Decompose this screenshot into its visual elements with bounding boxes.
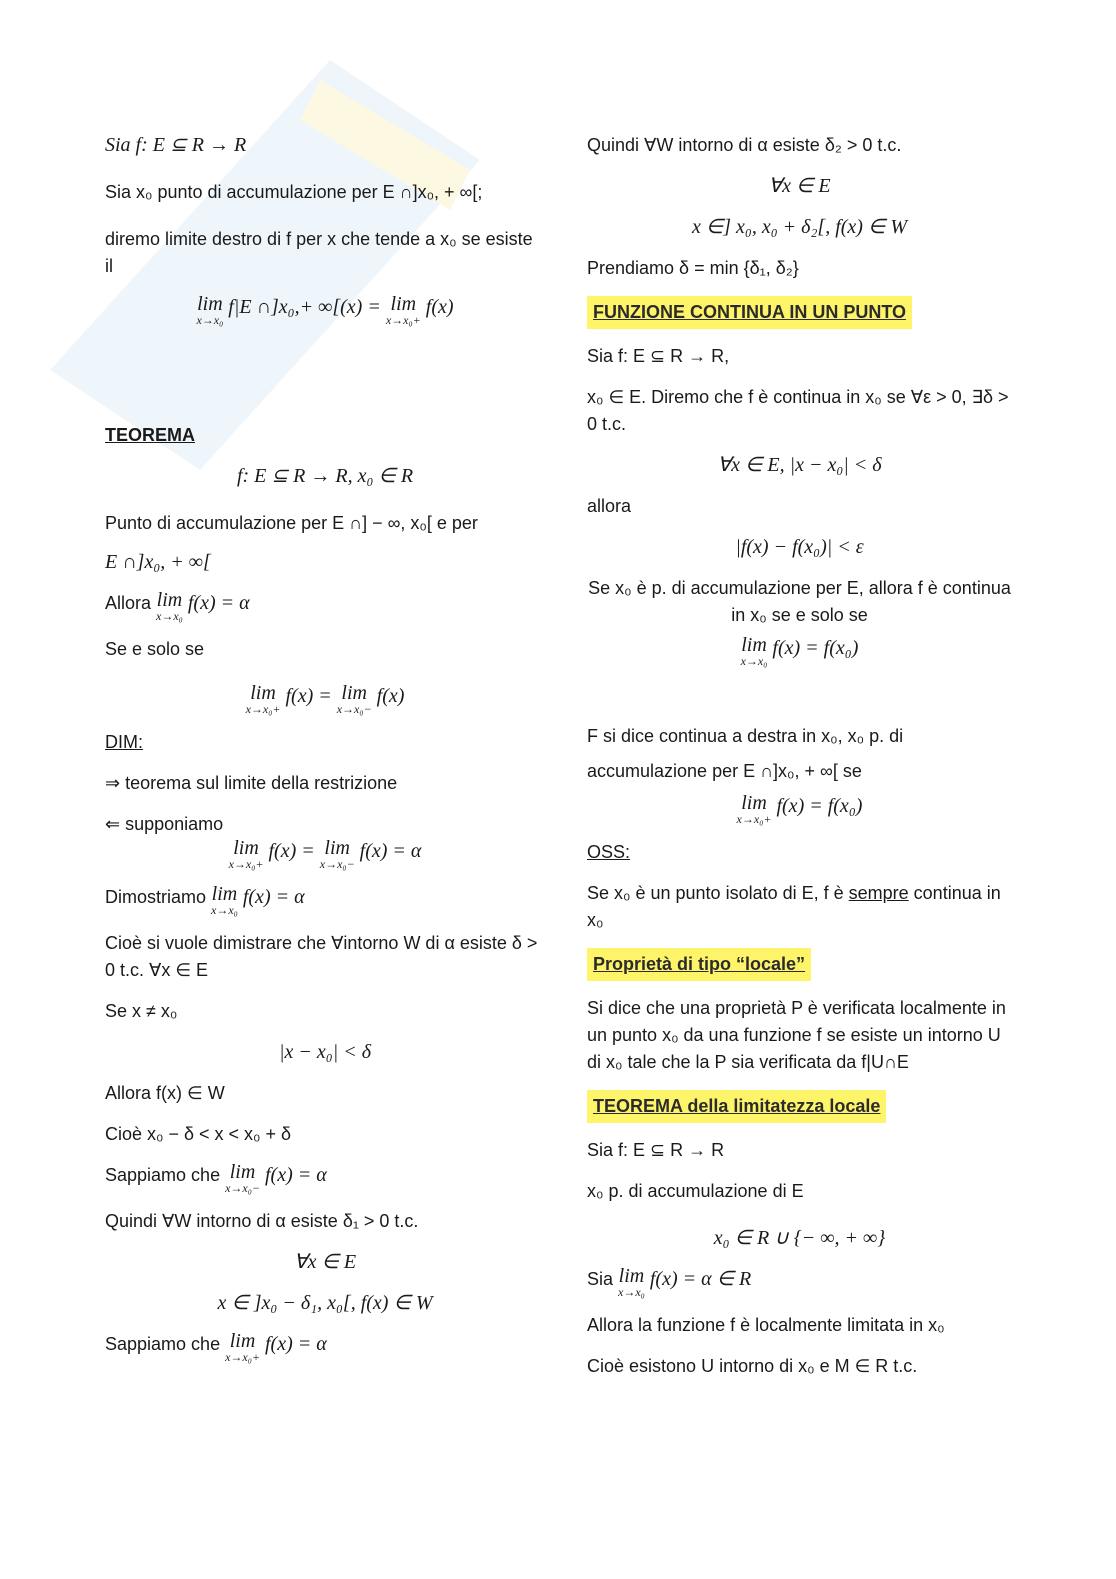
formula: lim x→x₀+ f(x) = lim x→x₀− f(x) = α [228, 837, 422, 871]
text-line: Sia f: E ⊆ R → R, [587, 346, 730, 366]
formula: lim x→x₀+ f(x) = f(x₀) [736, 792, 863, 826]
formula: |x − x₀| < δ [279, 1041, 371, 1063]
text-line: Cioè si vuole dimistrare che ∀intorno W di α esiste δ > 0 t.c. ∀x ∈ E [105, 933, 538, 980]
highlighted-heading: FUNZIONE CONTINUA IN UN PUNTO [587, 296, 1012, 329]
text-line: Se x₀ è p. di accumulazione per E, allora f è continua in x₀ se e solo se [588, 578, 1011, 625]
section-heading: TEOREMA [105, 425, 195, 445]
text-line: allora [587, 496, 632, 516]
formula: lim x→x₀ f(x) = f(x₀) [740, 634, 859, 668]
formula: x ∈ ]x₀ − δ₁, x₀[, f(x) ∈ W [217, 1292, 433, 1314]
formula: Sappiamo che lim x→x₀− f(x) = α [105, 1161, 327, 1195]
text-line: Sia f: E ⊆ R → R [587, 1140, 725, 1160]
formula: Dimostriamo lim x→x₀ f(x) = α [105, 883, 305, 917]
text-line: ⇒ teorema sul limite della restrizione [105, 773, 398, 793]
formula: lim x→x₀ f|E ∩]x₀,+ ∞[(x) = lim x→x₀+ f(x) [196, 293, 454, 327]
formula: ∀x ∈ E, |x − x₀| < δ [717, 454, 882, 476]
text-line: Se e solo se [105, 639, 205, 659]
text-line: Cioè x₀ − δ < x < x₀ + δ [105, 1124, 292, 1144]
highlighted-heading: TEOREMA della limitatezza locale [587, 1090, 1012, 1123]
section-heading: OSS: [587, 842, 631, 862]
text-line: x₀ ∈ E. Diremo che f è continua in x₀ se ∀ε > 0, ∃δ > 0 t.c. [587, 387, 1009, 434]
text-line: Quindi ∀W intorno di α esiste δ₂ > 0 t.c. [587, 135, 902, 155]
formula: Sappiamo che lim x→x₀+ f(x) = α [105, 1330, 327, 1364]
text-line: ⇐ supponiamo [105, 814, 224, 834]
text-line: diremo limite destro di f per x che tende a x₀ se esiste il [105, 229, 533, 276]
text-line: Prendiamo δ = min {δ₁, δ₂} [587, 258, 799, 278]
text-line: Allora la funzione f è localmente limitata in x₀ [587, 1315, 945, 1335]
right-column [587, 128, 1012, 1380]
text-line: Si dice che una proprietà P è verificata localmente in un punto x₀ da una funzione f se esiste un intorno U di x₀ tale che la P sia verificata da f|U∩E [587, 998, 1006, 1072]
text-line: accumulazione per E ∩]x₀, + ∞[ se [587, 761, 862, 781]
text-line: F si dice continua a destra in x₀, x₀ p. di [587, 726, 904, 746]
text-line: Sia f: E ⊆ R → R [105, 134, 247, 156]
formula: Sia lim x→x₀ f(x) = α ∈ R [587, 1265, 752, 1299]
text-line: E ∩]x₀, + ∞[ [105, 551, 211, 573]
text-line: Cioè esistono U intorno di x₀ e M ∈ R t.c. [587, 1356, 918, 1376]
highlighted-heading: Proprietà di tipo “locale” [587, 948, 1012, 981]
formula: ∀x ∈ E [768, 175, 831, 197]
text-line: Punto di accumulazione per E ∩] − ∞, x₀[ e per [105, 513, 478, 533]
text-line: Se x ≠ x₀ [105, 1001, 178, 1021]
formula: Allora lim x→x₀ f(x) = α [105, 589, 250, 623]
formula: |f(x) − f(x₀)| < ε [735, 536, 864, 558]
formula: f: E ⊆ R → R, x₀ ∈ R [236, 465, 414, 487]
formula: ∀x ∈ E [293, 1251, 357, 1273]
text-line: Sia x₀ punto di accumulazione per E ∩]x₀, + ∞[; [105, 182, 483, 202]
text-line: Se x₀ è un punto isolato di E, f è sempre continua in x₀ [587, 883, 1001, 930]
text-line: Allora f(x) ∈ W [105, 1083, 225, 1103]
formula: x₀ ∈ R ∪ {− ∞, + ∞} [713, 1227, 886, 1249]
left-column [105, 128, 545, 1363]
formula: x ∈] x₀, x₀ + δ₂[, f(x) ∈ W [691, 216, 908, 238]
text-line: x₀ p. di accumulazione di E [587, 1181, 804, 1201]
section-heading: DIM: [105, 732, 143, 752]
text-line: Quindi ∀W intorno di α esiste δ₁ > 0 t.c. [105, 1211, 419, 1231]
formula: lim x→x₀+ f(x) = lim x→x₀− f(x) [245, 682, 405, 716]
